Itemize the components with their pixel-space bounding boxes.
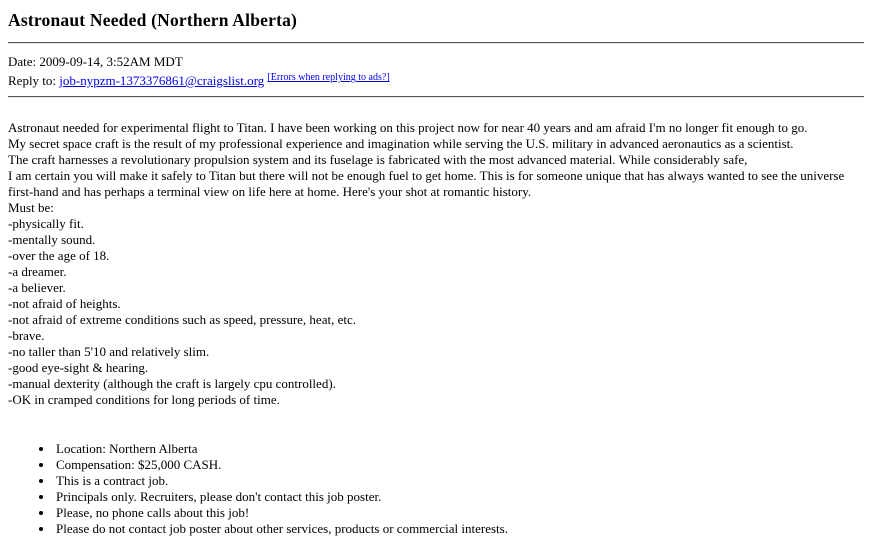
- date-line: Date: 2009-09-14, 3:52AM MDT: [8, 54, 183, 69]
- body-line: I am certain you will make it safely to Titan but there will not be enough fuel to get home. This is for someone unique that has always wanted to see the universe: [8, 168, 845, 183]
- footer-bullet-item: • Location: Northern Alberta: [54, 441, 864, 457]
- body-line: -mentally sound.: [8, 232, 96, 247]
- reply-to-label: Reply to:: [8, 73, 60, 88]
- footer-bullet-item: • Principals only. Recruiters, please don't contact this job poster.: [54, 489, 864, 505]
- body-line: -no taller than 5'10 and relatively slim.: [8, 344, 210, 359]
- body-line: -manual dexterity (although the craft is largely cpu controlled).: [8, 376, 336, 391]
- footer-bullet-item: • This is a contract job.: [54, 473, 864, 489]
- body-line: My secret space craft is the result of my professional experience and imagination while serving the U.S. military in advanced aeronautics as a scientist.: [8, 136, 794, 151]
- body-line: -a dreamer.: [8, 264, 67, 279]
- body-line: first-hand and has perhaps a terminal view on life here at home. Here's your shot at romantic history.: [8, 184, 532, 199]
- reply-email-link[interactable]: job-nypzm-1373376861@craigslist.org: [59, 73, 265, 88]
- divider-bottom: [8, 96, 864, 98]
- footer-bullet-item: • Please, no phone calls about this job!: [54, 505, 864, 521]
- reply-line: [8, 70, 864, 89]
- footer-bullet-list: [8, 441, 864, 537]
- footer-bullet-item: • Compensation: $25,000 CASH.: [54, 457, 864, 473]
- body-line: -good eye-sight & hearing.: [8, 360, 149, 375]
- body-line: The craft harnesses a revolutionary propulsion system and its fuselage is fabricated with the most advanced material. While considerably safe,: [8, 152, 748, 167]
- footer-bullet-item: • Please do not contact job poster about other services, products or commercial interests.: [54, 521, 864, 537]
- body-line: -OK in cramped conditions for long periods of time.: [8, 392, 280, 407]
- body-line: -not afraid of heights.: [8, 296, 121, 311]
- body-line: -not afraid of extreme conditions such as speed, pressure, heat, etc.: [8, 312, 356, 327]
- body-line: Must be:: [8, 200, 54, 215]
- body-line: -a believer.: [8, 280, 66, 295]
- posting-body: [8, 120, 864, 408]
- errors-when-replying-link[interactable]: [Errors when replying to ads?]: [267, 72, 390, 83]
- body-line: Astronaut needed for experimental flight to Titan. I have been working on this project now for near 40 years and am afraid I'm no longer fit enough to go.: [8, 120, 808, 135]
- page-title: Astronaut Needed (Northern Alberta): [8, 10, 298, 30]
- body-line: -physically fit.: [8, 216, 84, 231]
- body-line: -over the age of 18.: [8, 248, 110, 263]
- divider-top: [8, 42, 864, 44]
- posting-meta: [8, 54, 864, 89]
- body-line: -brave.: [8, 328, 45, 343]
